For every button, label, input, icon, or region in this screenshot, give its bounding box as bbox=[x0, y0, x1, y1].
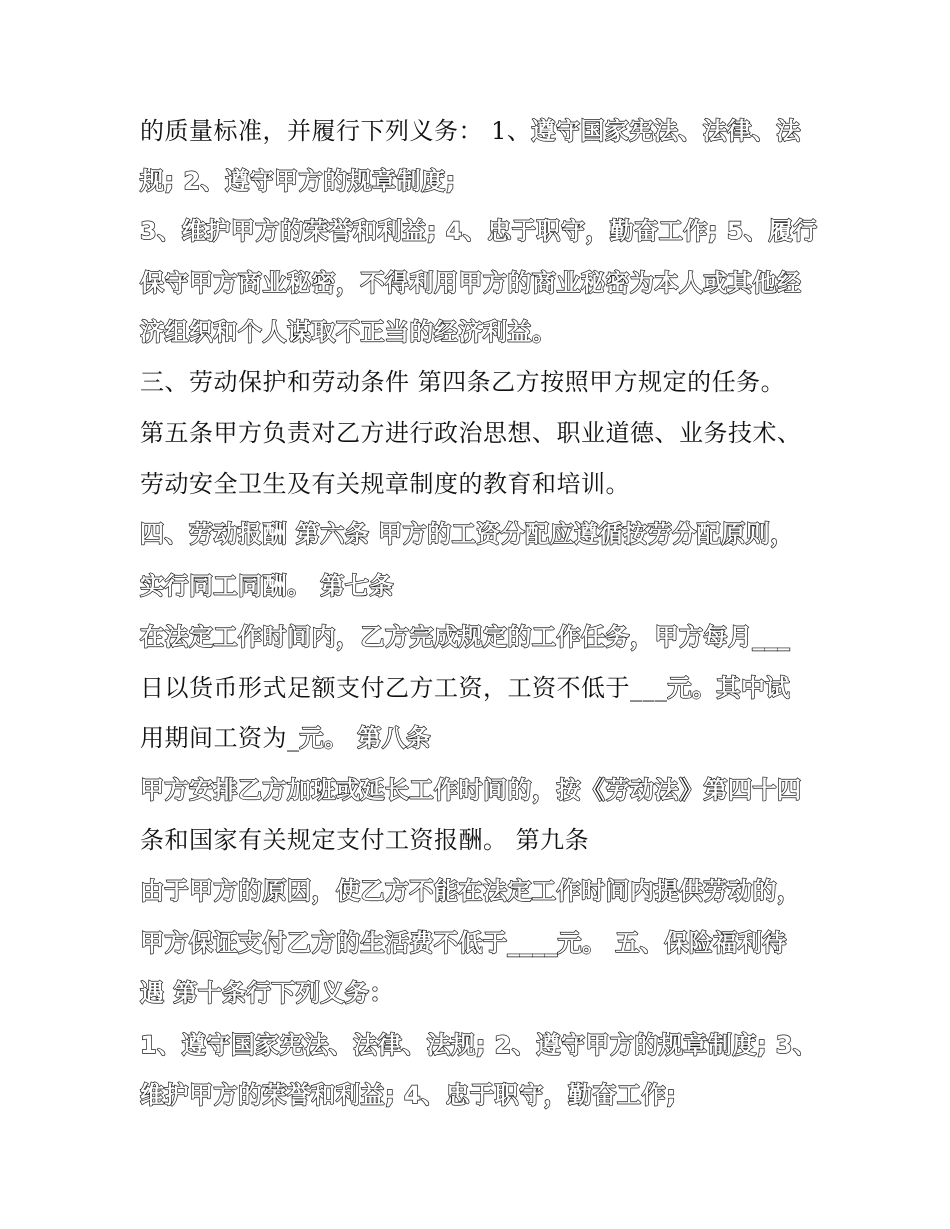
text-line bbox=[140, 113, 820, 149]
text-line-stylized: 遇 第十条行下列义务： bbox=[140, 979, 394, 1007]
text-line-stylized: 在法定工作时间内，乙方完成规定的工作任务，甲方每月___ bbox=[140, 623, 790, 651]
text-segment-plain: 用期间工资为_ bbox=[140, 724, 300, 752]
text-line: 条和国家有关规定支付工资报酬。 第九条 bbox=[140, 826, 590, 854]
text-line bbox=[140, 670, 820, 706]
text-segment-stylized: 元。 第八条 bbox=[299, 724, 431, 752]
text-line-stylized: 甲方保证支付乙方的生活费不低于____元。 五、保险福利待 bbox=[140, 929, 787, 957]
text-line-stylized: 1、遵守国家宪法、法律、法规; 2、遵守甲方的规章制度; 3、 bbox=[140, 1031, 818, 1059]
text-line-stylized: 由于甲方的原因，使乙方不能在法定工作时间内提供劳动的， bbox=[140, 877, 802, 905]
text-line-stylized: 保守甲方商业秘密，不得利用甲方的商业秘密为本人或其他经 bbox=[140, 269, 802, 297]
text-line: 第五条甲方负责对乙方进行政治思想、职业道德、业务技术、 bbox=[140, 419, 802, 447]
text-segment-plain: 的质量标准，并履行下列义务： 1、 bbox=[140, 117, 532, 145]
text-line bbox=[140, 720, 820, 756]
text-line-stylized: 济组织和个人谋取不正当的经济利益。 bbox=[140, 318, 557, 346]
text-line-stylized: 维护甲方的荣誉和利益; 4、忠于职守，勤奋工作; bbox=[140, 1081, 677, 1109]
text-line: 劳动安全卫生及有关规章制度的教育和培训。 bbox=[140, 470, 630, 498]
text-segment-plain: 日以货币形式足额支付乙方工资，工资不低于___ bbox=[140, 674, 668, 702]
text-line-stylized: 规; 2、遵守甲方的规章制度; bbox=[140, 167, 456, 195]
text-segment-stylized: 元。其中试 bbox=[667, 674, 790, 702]
text-line: 三、劳动保护和劳动条件 第四条乙方按照甲方规定的任务。 bbox=[140, 368, 786, 396]
text-line-stylized: 甲方安排乙方加班或延长工作时间的，按《劳动法》第四十四 bbox=[140, 776, 802, 804]
text-segment-stylized: 遵守国家宪法、法律、法 bbox=[531, 117, 801, 145]
text-line-stylized: 四、劳动报酬 第六条 甲方的工资分配应遵循按劳分配原则， bbox=[140, 520, 795, 548]
text-line-stylized: 3、维护甲方的荣誉和利益; 4、忠于职守，勤奋工作; 5、履行 bbox=[140, 217, 818, 245]
text-line-stylized: 实行同工同酬。 第七条 bbox=[140, 572, 394, 600]
